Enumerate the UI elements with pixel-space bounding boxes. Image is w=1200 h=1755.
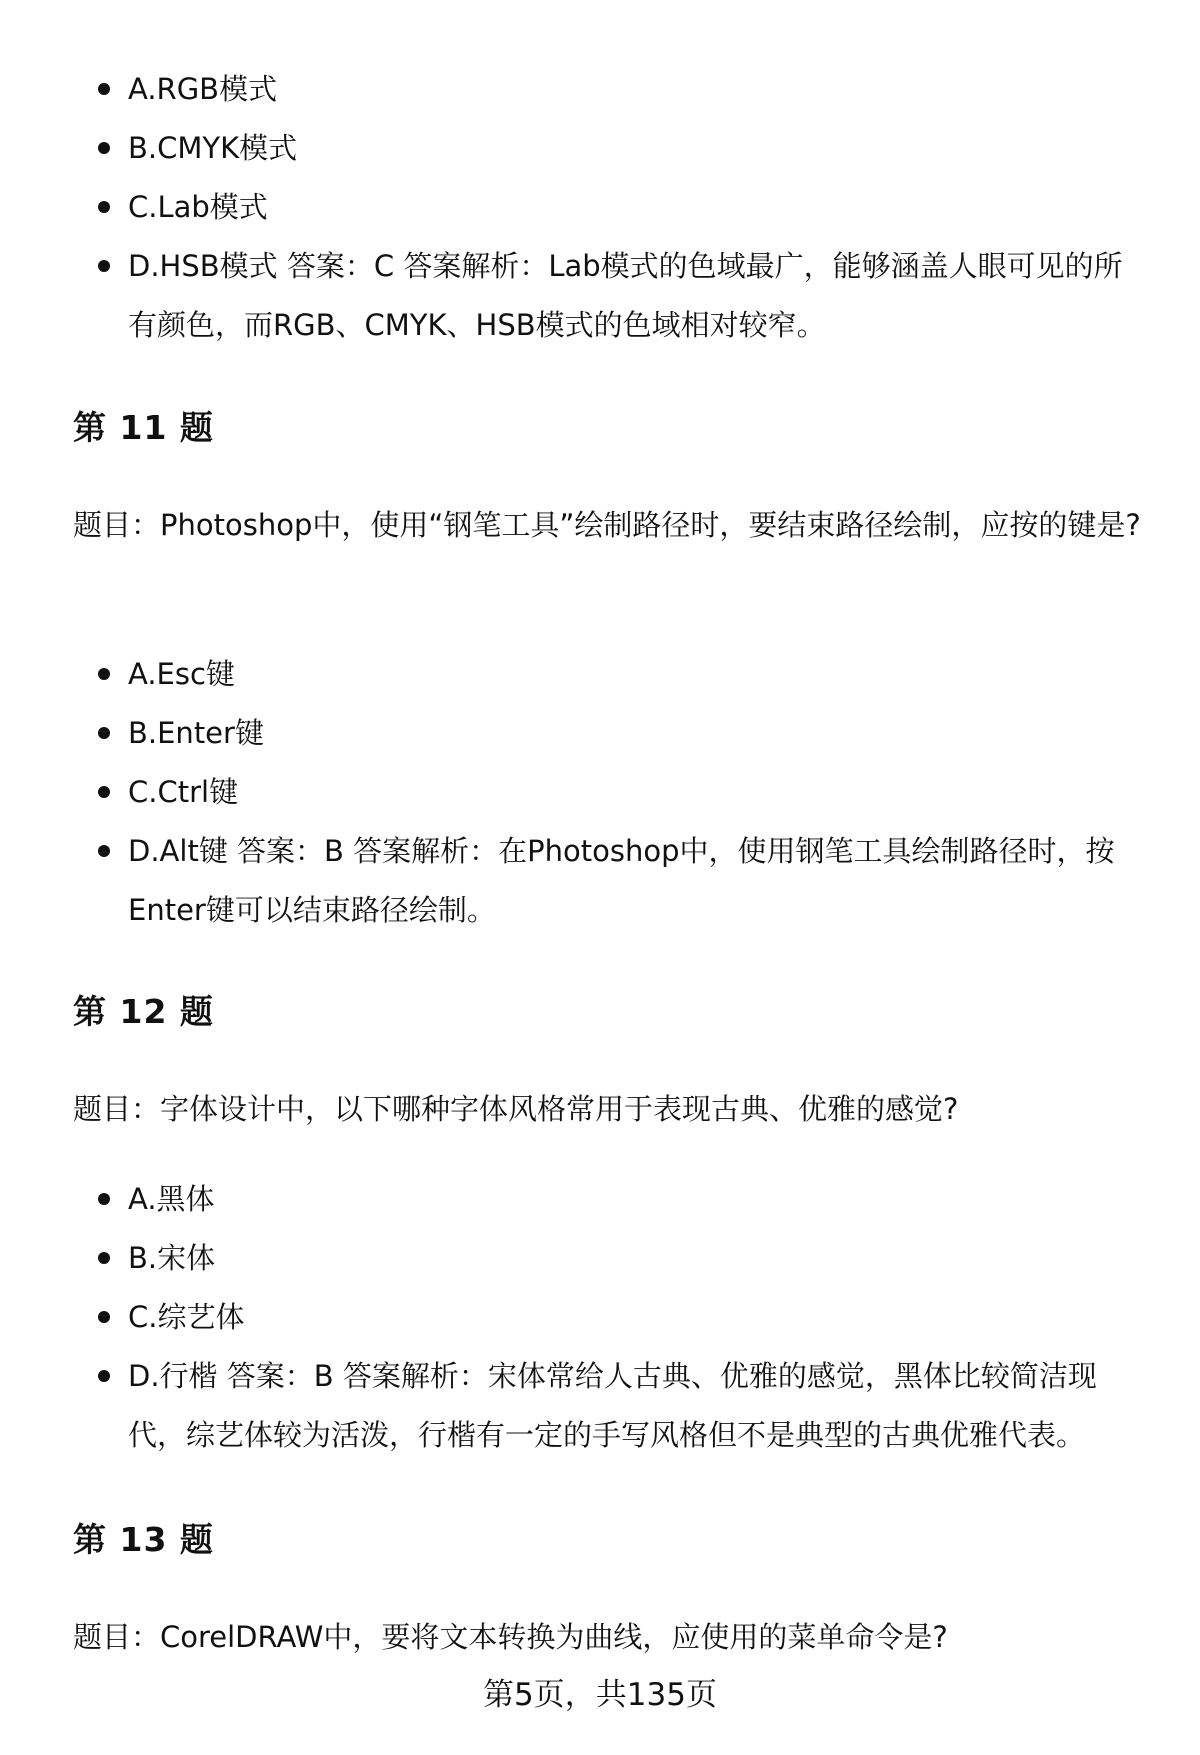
bullet-icon — [98, 786, 110, 798]
list-item — [0, 119, 1200, 178]
option-text: A.黑体 — [128, 1182, 215, 1216]
bullet-icon — [98, 1370, 110, 1382]
question-heading: 第 13 题 — [73, 1520, 214, 1559]
option-text: B.CMYK模式 — [128, 131, 298, 165]
bullet-icon — [98, 727, 110, 739]
list-item — [0, 1229, 1200, 1288]
option-text: B.宋体 — [128, 1241, 216, 1275]
question-text: 题目：Photoshop中，使用“钢笔工具”绘制路径时，要结束路径绘制，应按的键是? — [73, 508, 1141, 542]
list-item — [0, 645, 1200, 704]
bullet-icon — [98, 201, 110, 213]
option-text: A.RGB模式 — [128, 72, 278, 106]
bullet-icon — [98, 260, 110, 272]
list-item — [0, 1347, 1200, 1465]
page-number: 第5页，共135页 — [483, 1677, 717, 1713]
question-heading: 第 11 题 — [73, 408, 214, 447]
bullet-icon — [98, 1193, 110, 1205]
list-item — [0, 60, 1200, 119]
option-text: D.HSB模式 答案：C 答案解析：Lab模式的色域最广，能够涵盖人眼可见的所有颜色，而RGB、CMYK、HSB模式的色域相对较窄。 — [128, 249, 1123, 342]
option-text: C.Lab模式 — [128, 190, 268, 224]
option-text: D.Alt键 答案：B 答案解析：在Photoshop中，使用钢笔工具绘制路径时，按Enter键可以结束路径绘制。 — [128, 834, 1115, 927]
bullet-icon — [98, 83, 110, 95]
bullet-icon — [98, 668, 110, 680]
bullet-icon — [98, 1252, 110, 1264]
list-item — [0, 178, 1200, 237]
bullet-icon — [98, 1311, 110, 1323]
question-text: 题目：CorelDRAW中，要将文本转换为曲线，应使用的菜单命令是? — [73, 1620, 948, 1654]
list-item — [0, 822, 1200, 940]
list-item — [0, 1170, 1200, 1229]
q10-options — [0, 60, 1200, 355]
option-text: D.行楷 答案：B 答案解析：宋体常给人古典、优雅的感觉，黑体比较简洁现代，综艺体较为活泼，行楷有一定的手写风格但不是典型的古典优雅代表。 — [128, 1359, 1097, 1452]
question-text: 题目：字体设计中，以下哪种字体风格常用于表现古典、优雅的感觉? — [73, 1092, 959, 1126]
question-heading: 第 12 题 — [73, 992, 214, 1031]
q11-options — [0, 645, 1200, 940]
list-item — [0, 704, 1200, 763]
bullet-icon — [98, 845, 110, 857]
list-item — [0, 237, 1200, 355]
option-text: C.综艺体 — [128, 1300, 245, 1334]
bullet-icon — [98, 142, 110, 154]
list-item — [0, 1288, 1200, 1347]
option-text: A.Esc键 — [128, 657, 235, 691]
list-item — [0, 763, 1200, 822]
option-text: B.Enter键 — [128, 716, 264, 750]
option-text: C.Ctrl键 — [128, 775, 239, 809]
q12-options — [0, 1170, 1200, 1465]
